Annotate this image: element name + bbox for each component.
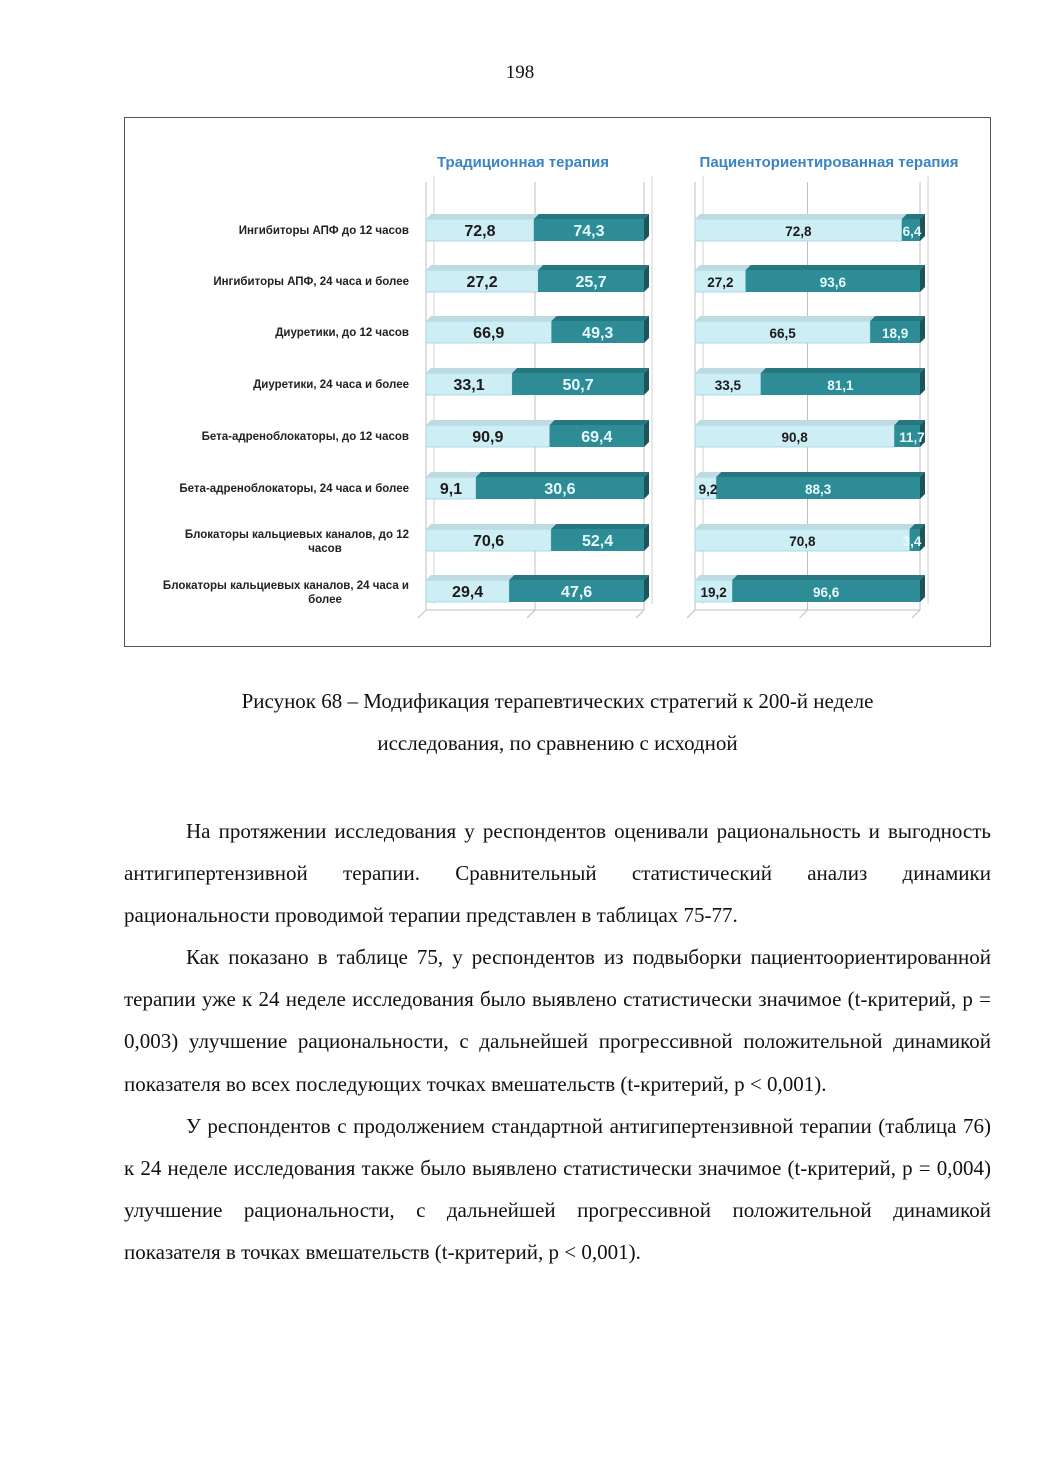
gridline-tick — [912, 610, 920, 618]
data-label-dark: 25,7 — [575, 274, 607, 291]
bar-top-light — [426, 316, 557, 321]
bar-top-light — [426, 575, 514, 580]
bar-top-dark — [512, 368, 649, 373]
figure-caption-line-1: Рисунок 68 – Модификация терапевтических стратегий к 200-й неделе — [241, 689, 874, 713]
gridline-tick — [687, 610, 695, 618]
gridline-tick — [418, 610, 426, 618]
data-label-dark: 49,3 — [582, 325, 614, 342]
data-label-light: 72,8 — [464, 223, 496, 240]
figure-caption-line-2: исследования, по сравнению с исходной — [377, 731, 738, 755]
data-label-light: 70,8 — [789, 534, 816, 549]
data-label-dark: 30,6 — [544, 481, 576, 498]
bar-top-light — [695, 316, 875, 321]
data-label-dark: 47,6 — [561, 584, 593, 601]
bar-top-light — [695, 575, 737, 580]
bar-top-dark — [732, 575, 925, 580]
data-label-dark: 3,4 — [902, 534, 922, 549]
data-label-light: 9,2 — [698, 482, 718, 497]
bar-top-dark — [534, 214, 649, 219]
chart-area — [125, 118, 990, 646]
data-label-dark: 18,9 — [881, 326, 909, 341]
gridline-tick — [636, 610, 644, 618]
bar-top-light — [695, 368, 766, 373]
panel-title: Традиционная терапия — [436, 154, 610, 171]
category-label: Бета-адреноблокаторы, до 12 часов — [201, 431, 409, 443]
category-label: Бета-адреноблокаторы, 24 часа и более — [179, 483, 409, 495]
panel-title: Пациенториентированная терапия — [699, 154, 959, 171]
data-label-light: 66,9 — [473, 325, 505, 342]
bar-top-light — [426, 420, 555, 425]
data-label-dark: 96,6 — [813, 585, 840, 600]
bar-top-dark — [894, 420, 925, 425]
data-label-dark: 50,7 — [562, 377, 594, 394]
data-label-dark: 69,4 — [581, 429, 613, 446]
data-label-light: 66,5 — [769, 326, 796, 341]
data-label-light: 27,2 — [466, 274, 498, 291]
bar-top-dark — [552, 316, 649, 321]
data-label-dark: 93,6 — [819, 275, 846, 290]
paragraph: Как показано в таблице 75, у респондентов из подвыборки пациентоориентированной терапии уже к 24 неделе исследования было выявлено статистически значимое (t-критерий, p = 0,003) улучшение рациональности, с дальнейшей прогрессивной положительной динамикой показателя во всех последующих точках вмешательств (t-критерий, p < 0,001). — [124, 945, 991, 1096]
data-label-light: 9,1 — [439, 481, 463, 498]
bar-top-dark — [538, 265, 649, 270]
figure-frame — [124, 117, 991, 647]
data-label-light: 33,5 — [714, 378, 742, 393]
bar-top-light — [426, 524, 556, 529]
gridline-tick — [527, 610, 535, 618]
bar-top-dark — [509, 575, 649, 580]
bar-top-light — [695, 265, 751, 270]
gridline-tick — [800, 610, 808, 618]
bar-top-light — [426, 265, 543, 270]
paragraph: На протяжении исследования у респондентов оценивали рациональность и выгодность антигипертензивной терапии. Сравнительный статистический анализ динамики рациональности проводимой терапии представлен в таблицах 75-77. — [124, 819, 991, 928]
data-label-dark: 11,7 — [899, 430, 925, 445]
paragraph: У респондентов с продолжением стандартной антигипертензивной терапии (таблица 76) к 24 неделе исследования также было выявлено статистически значимое (t-критерий, p = 0,004) улучшение рациональности, с дальнейшей прогрессивной положительной динамикой показателя в точках вмешательств (t-критерий, p < 0,001). — [124, 1113, 991, 1264]
category-label: Блокаторы кальциевых каналов, 24 часа и более — [162, 580, 409, 606]
bar-top-dark — [716, 472, 925, 477]
data-label-dark: 52,4 — [581, 533, 614, 550]
data-label-light: 90,8 — [781, 430, 808, 445]
data-label-light: 33,1 — [453, 377, 485, 394]
data-label-light: 29,4 — [452, 584, 484, 601]
bar-top-dark — [870, 316, 925, 321]
bar-top-dark — [550, 420, 649, 425]
bar-top-light — [695, 214, 907, 219]
category-label: Ингибиторы АПФ, 24 часа и более — [213, 276, 409, 288]
category-label: Ингибиторы АПФ до 12 часов — [238, 225, 409, 237]
bar-top-light — [426, 214, 539, 219]
bar-top-dark — [551, 524, 649, 529]
category-label: Блокаторы кальциевых каналов, до 12 часов — [184, 529, 409, 555]
data-label-light: 27,2 — [707, 275, 734, 290]
category-label: Диуретики, 24 часа и более — [253, 379, 409, 391]
data-label-light: 19,2 — [700, 585, 727, 600]
data-label-light: 72,8 — [785, 224, 812, 239]
bar-top-light — [426, 368, 517, 373]
data-label-light: 70,6 — [472, 533, 505, 550]
bar-top-light — [695, 524, 915, 529]
data-label-dark: 81,1 — [827, 378, 854, 393]
bar-top-light — [426, 472, 481, 477]
bar-top-dark — [761, 368, 925, 373]
data-label-light: 90,9 — [472, 429, 504, 446]
body-text — [124, 810, 991, 1273]
bar-top-light — [695, 420, 899, 425]
category-label: Диуретики, до 12 часов — [275, 327, 409, 339]
data-label-dark: 88,3 — [804, 482, 832, 497]
data-label-dark: 6,4 — [902, 224, 922, 239]
bar-top-dark — [746, 265, 925, 270]
data-label-dark: 74,3 — [573, 223, 605, 240]
page-number: 198 — [505, 62, 535, 83]
bar-top-dark — [476, 472, 649, 477]
